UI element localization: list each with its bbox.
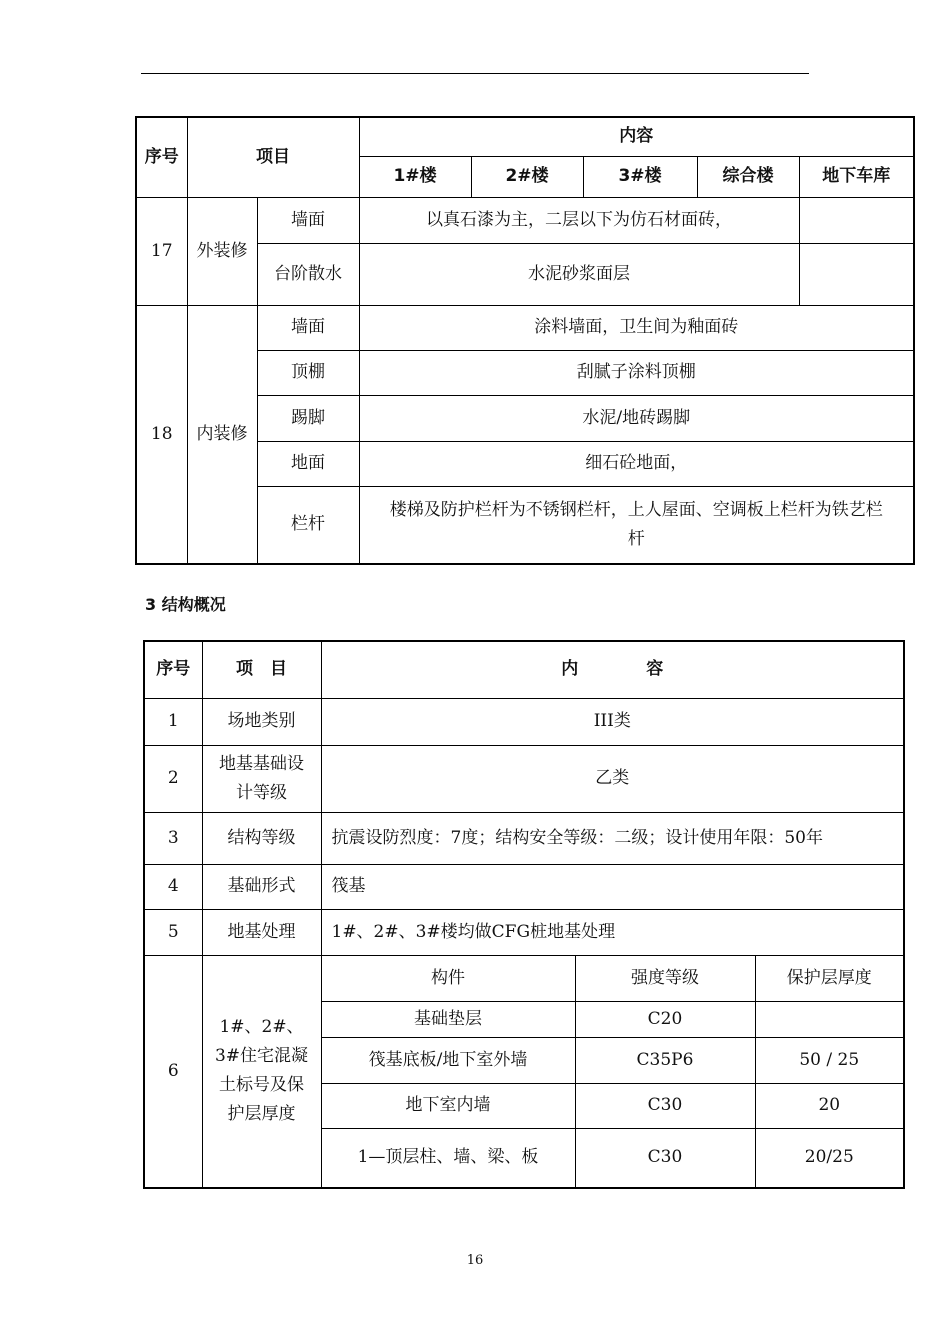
sub-row-cover: 20 (755, 1083, 904, 1128)
row-seq: 4 (144, 864, 202, 909)
header-content: 内 容 (321, 641, 904, 698)
row17-item: 墙面 (257, 197, 359, 243)
row-content: 乙类 (321, 745, 904, 812)
sub-row-grade: C35P6 (575, 1037, 755, 1083)
sub-row-cover: 20/25 (755, 1128, 904, 1188)
sub-row-cover: 50 / 25 (755, 1037, 904, 1083)
row-seq: 3 (144, 812, 202, 864)
row18-content: 细石砼地面， (359, 441, 914, 486)
row18-content: 水泥/地砖踢脚 (359, 395, 914, 441)
sub-row-part: 筏基底板/地下室外墙 (321, 1037, 575, 1083)
row17-garage-cell (799, 197, 914, 243)
row17-seq: 17 (136, 197, 187, 305)
row17-group: 外装修 (187, 197, 257, 305)
row18-seq: 18 (136, 305, 187, 564)
section-title: 3 结构概况 (145, 595, 226, 614)
header-seq: 序号 (136, 117, 187, 197)
row18-item: 踢脚 (257, 395, 359, 441)
row17-content: 以真石漆为主，二层以下为仿石材面砖， (359, 197, 799, 243)
row17-garage-cell (799, 243, 914, 305)
row18-content: 刮腻子涂料顶棚 (359, 350, 914, 395)
header-col-building-2: 2#楼 (471, 156, 583, 197)
header-col-building-1: 1#楼 (359, 156, 471, 197)
row-item: 场地类别 (202, 698, 321, 745)
row-item: 地基处理 (202, 909, 321, 955)
row-seq: 1 (144, 698, 202, 745)
header-col-complex: 综合楼 (697, 156, 799, 197)
row18-item: 栏杆 (257, 486, 359, 564)
sub-row-grade: C30 (575, 1083, 755, 1128)
row18-item: 地面 (257, 441, 359, 486)
row-item: 结构等级 (202, 812, 321, 864)
header-item: 项目 (187, 117, 359, 197)
sub-header-cover: 保护层厚度 (755, 955, 904, 1001)
sub-header-part: 构件 (321, 955, 575, 1001)
header-col-garage: 地下车库 (799, 156, 914, 197)
decoration-table (135, 116, 915, 565)
row6-seq: 6 (144, 955, 202, 1188)
sub-row-part: 基础垫层 (321, 1001, 575, 1037)
sub-row-grade: C30 (575, 1128, 755, 1188)
row17-item: 台阶散水 (257, 243, 359, 305)
row17-content: 水泥砂浆面层 (359, 243, 799, 305)
row18-item: 顶棚 (257, 350, 359, 395)
row6-item: 1#、2#、3#住宅混凝土标号及保护层厚度 (202, 955, 321, 1188)
row18-item: 墙面 (257, 305, 359, 350)
header-content: 内容 (359, 117, 914, 156)
header-col-building-3: 3#楼 (583, 156, 697, 197)
row-seq: 5 (144, 909, 202, 955)
sub-row-part: 1—顶层柱、墙、梁、板 (321, 1128, 575, 1188)
row-seq: 2 (144, 745, 202, 812)
header-seq: 序号 (144, 641, 202, 698)
row-item: 地基基础设计等级 (202, 745, 321, 812)
sub-header-grade: 强度等级 (575, 955, 755, 1001)
sub-row-part: 地下室内墙 (321, 1083, 575, 1128)
row-content: 1#、2#、3#楼均做CFG桩地基处理 (321, 909, 904, 955)
sub-row-cover (755, 1001, 904, 1037)
header-item: 项 目 (202, 641, 321, 698)
row-content: 筏基 (321, 864, 904, 909)
row-item: 基础形式 (202, 864, 321, 909)
structure-table (143, 640, 905, 1189)
row-content: 抗震设防烈度：7度；结构安全等级：二级；设计使用年限：50年 (321, 812, 904, 864)
sub-row-grade: C20 (575, 1001, 755, 1037)
row-content: III类 (321, 698, 904, 745)
row18-content: 楼梯及防护栏杆为不锈钢栏杆，上人屋面、空调板上栏杆为铁艺栏杆 (359, 486, 914, 564)
header-rule (141, 73, 809, 74)
page-number: 16 (466, 1253, 484, 1268)
row18-group: 内装修 (187, 305, 257, 564)
row18-content: 涂料墙面，卫生间为釉面砖 (359, 305, 914, 350)
